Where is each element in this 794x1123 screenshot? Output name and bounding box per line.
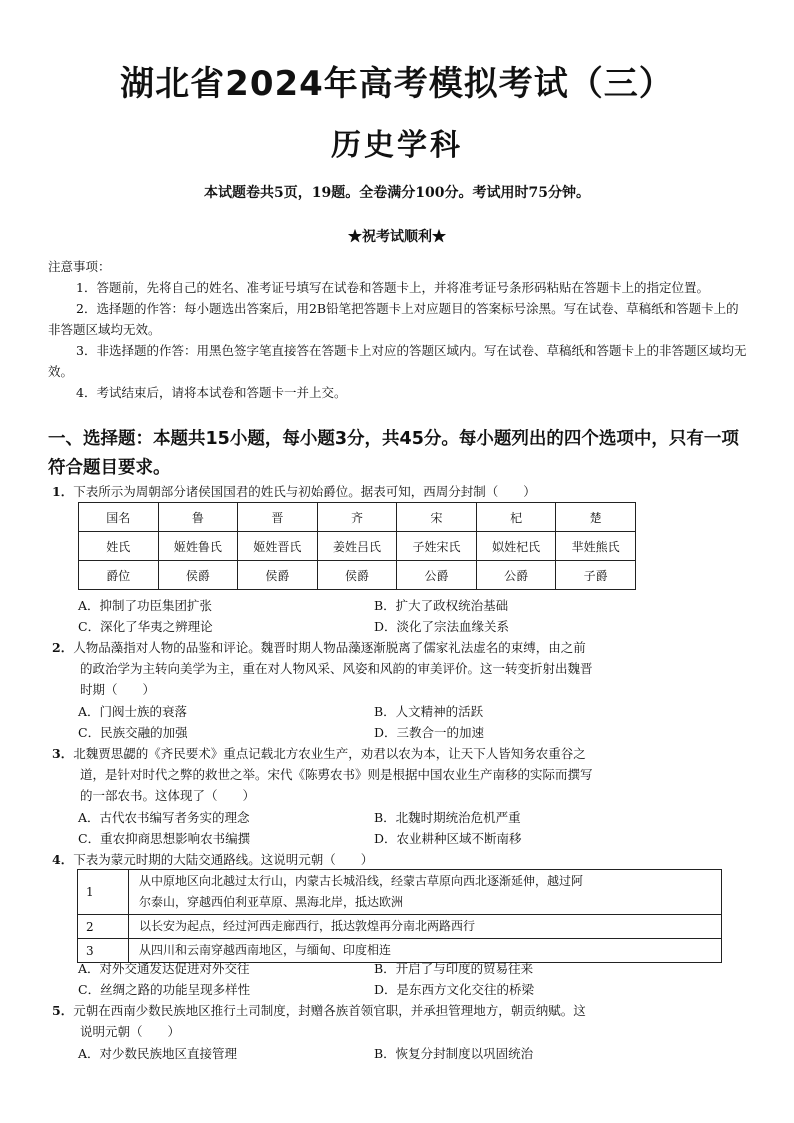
option-b[interactable]: B．扩大了政权统治基础 [374,598,509,613]
option-c[interactable]: C．丝绸之路的功能呈现多样性 [78,982,251,997]
table-cell: 姬姓鲁氏 [158,532,238,561]
question-text: 道，是针对时代之弊的救世之举。宋代《陈旉农书》则是根据中国农业生产南移的实际而撰写 [80,767,593,782]
table-cell: 姓氏 [79,532,159,561]
table-row [79,532,636,561]
subject-title: 历史学科 [331,128,463,163]
table-cell: 楚 [556,503,636,532]
question-number: 2． [52,640,74,655]
question-text: 下表所示为周朝部分诸侯国国君的姓氏与初始爵位。据表可知，西周分封制（ ） [73,484,536,499]
question-4-stem [52,849,752,870]
table-cell: 齐 [317,503,397,532]
question-number: 5． [52,1003,74,1018]
question-text: 元朝在西南少数民族地区推行土司制度，封赠各族首领官职，并承担管理地方，朝贡纳赋。这 [73,1003,586,1018]
table-cell: 子姓宋氏 [397,532,477,561]
option-a[interactable]: A．门阀士族的衰落 [78,704,188,719]
table-cell: 爵位 [79,561,159,590]
question-1-stem [52,481,752,502]
option-b[interactable]: B．恢复分封制度以巩固统治 [374,1046,534,1061]
route-description: 以长安为起点，经过河西走廊西行，抵达敦煌再分南北两路西行 [129,915,722,939]
question-number: 1． [52,484,74,499]
table-cell: 宋 [397,503,477,532]
section-heading: 一、选择题：本题共15小题，每小题3分，共45分。每小题列出的四个选项中，只有一项符合题目要求。 [48,429,739,478]
question-3-options-row2 [78,829,698,849]
feudal-states-table [78,502,636,590]
route-number: 1 [78,870,129,915]
question-text: 时期（ ） [80,682,156,697]
question-3-stem [52,743,752,806]
question-3-options-row1 [78,808,698,828]
question-number: 3． [52,746,74,761]
table-cell: 姜姓吕氏 [317,532,397,561]
note-item: 3．非选择题的作答：用黑色签字笔直接答在答题卡上对应的答题区域内。写在试卷、草稿纸和答题卡上的非答题区域均无效。 [48,343,747,379]
question-text: 的一部农书。这体现了（ ） [80,788,256,803]
option-d[interactable]: D．农业耕种区域不断南移 [374,831,522,846]
notes-section [48,256,748,403]
option-d[interactable]: D．三教合一的加速 [374,725,485,740]
question-text: 下表为蒙元时期的大陆交通路线。这说明元朝（ ） [73,852,374,867]
route-number: 3 [78,939,129,963]
option-c[interactable]: C．民族交融的加强 [78,725,188,740]
option-b[interactable]: B．人文精神的活跃 [374,704,484,719]
question-4-options-row2 [78,980,698,1000]
option-a[interactable]: A．对外交通发达促进对外交往 [78,961,250,976]
table-cell: 鲁 [158,503,238,532]
route-description: 从四川和云南穿越西南地区，与缅甸、印度相连 [129,939,722,963]
option-a[interactable]: A．古代农书编写者务实的理念 [78,810,250,825]
table-cell: 姒姓杞氏 [476,532,556,561]
table-row [78,870,722,915]
option-a[interactable]: A．对少数民族地区直接管理 [78,1046,238,1061]
note-item: 4．考试结束后，请将本试卷和答题卡一并上交。 [76,385,347,400]
question-text: 北魏贾思勰的《齐民要术》重点记载北方农业生产，劝君以农为本，让天下人皆知务农重谷之 [73,746,586,761]
question-2-stem [52,637,752,700]
question-2-options-row1 [78,702,698,722]
option-b[interactable]: B．北魏时期统治危机严重 [374,810,521,825]
option-c[interactable]: C．重农抑商思想影响农书编撰 [78,831,251,846]
notes-heading: 注意事项： [48,259,111,274]
table-cell: 芈姓熊氏 [556,532,636,561]
route-text-line: 尔泰山，穿越西伯利亚草原、黑海北岸，抵达欧洲 [139,895,404,909]
question-4-options-row1 [78,959,698,979]
question-5-stem [52,1000,752,1042]
note-item: 1．答题前，先将自己的姓名、准考证号填写在试卷和答题卡上，并将准考证号条形码粘贴在答题卡上的指定位置。 [76,280,709,295]
trade-routes-table [77,869,722,963]
good-luck-line: ★祝考试顺利★ [348,229,446,245]
exam-title: 湖北省2024年高考模拟考试（三） [120,64,674,104]
table-cell: 国名 [79,503,159,532]
table-cell: 侯爵 [158,561,238,590]
table-row [78,915,722,939]
route-text-line: 从中原地区向北越过太行山，内蒙古长城沿线，经蒙古草原向西北逐渐延伸，越过阿 [139,874,584,888]
option-d[interactable]: D．淡化了宗法血缘关系 [374,619,510,634]
exam-info: 本试题卷共5页，19题。全卷满分100分。考试用时75分钟。 [204,185,590,201]
question-2-options-row2 [78,723,698,743]
table-cell: 杞 [476,503,556,532]
table-cell: 晋 [238,503,318,532]
question-text: 人物品藻指对人物的品鉴和评论。魏晋时期人物品藻逐渐脱离了儒家礼法虚名的束缚，由之前 [73,640,586,655]
table-cell: 公爵 [397,561,477,590]
table-cell: 公爵 [476,561,556,590]
table-cell: 侯爵 [238,561,318,590]
table-row [79,503,636,532]
table-cell: 子爵 [556,561,636,590]
question-5-options-row1 [78,1044,698,1064]
question-text: 说明元朝（ ） [80,1024,181,1039]
question-1-options-row1 [78,596,698,616]
route-number: 2 [78,915,129,939]
question-1-options-row2 [78,617,698,637]
route-description [129,870,722,915]
option-c[interactable]: C．深化了华夷之辨理论 [78,619,213,634]
table-cell: 侯爵 [317,561,397,590]
table-cell: 姬姓晋氏 [238,532,318,561]
option-b[interactable]: B．开启了与印度的贸易往来 [374,961,534,976]
table-row [79,561,636,590]
option-d[interactable]: D．是东西方文化交往的桥梁 [374,982,535,997]
note-item: 2．选择题的作答：每小题选出答案后，用2B铅笔把答题卡上对应题目的答案标号涂黑。写在试卷、草稿纸和答题卡上的非答题区域均无效。 [48,301,739,337]
question-text: 的政治学为主转向美学为主，重在对人物风采、风姿和风韵的审美评价。这一转变折射出魏晋 [80,661,593,676]
question-number: 4． [52,852,74,867]
option-a[interactable]: A．抑制了功臣集团扩张 [78,598,213,613]
